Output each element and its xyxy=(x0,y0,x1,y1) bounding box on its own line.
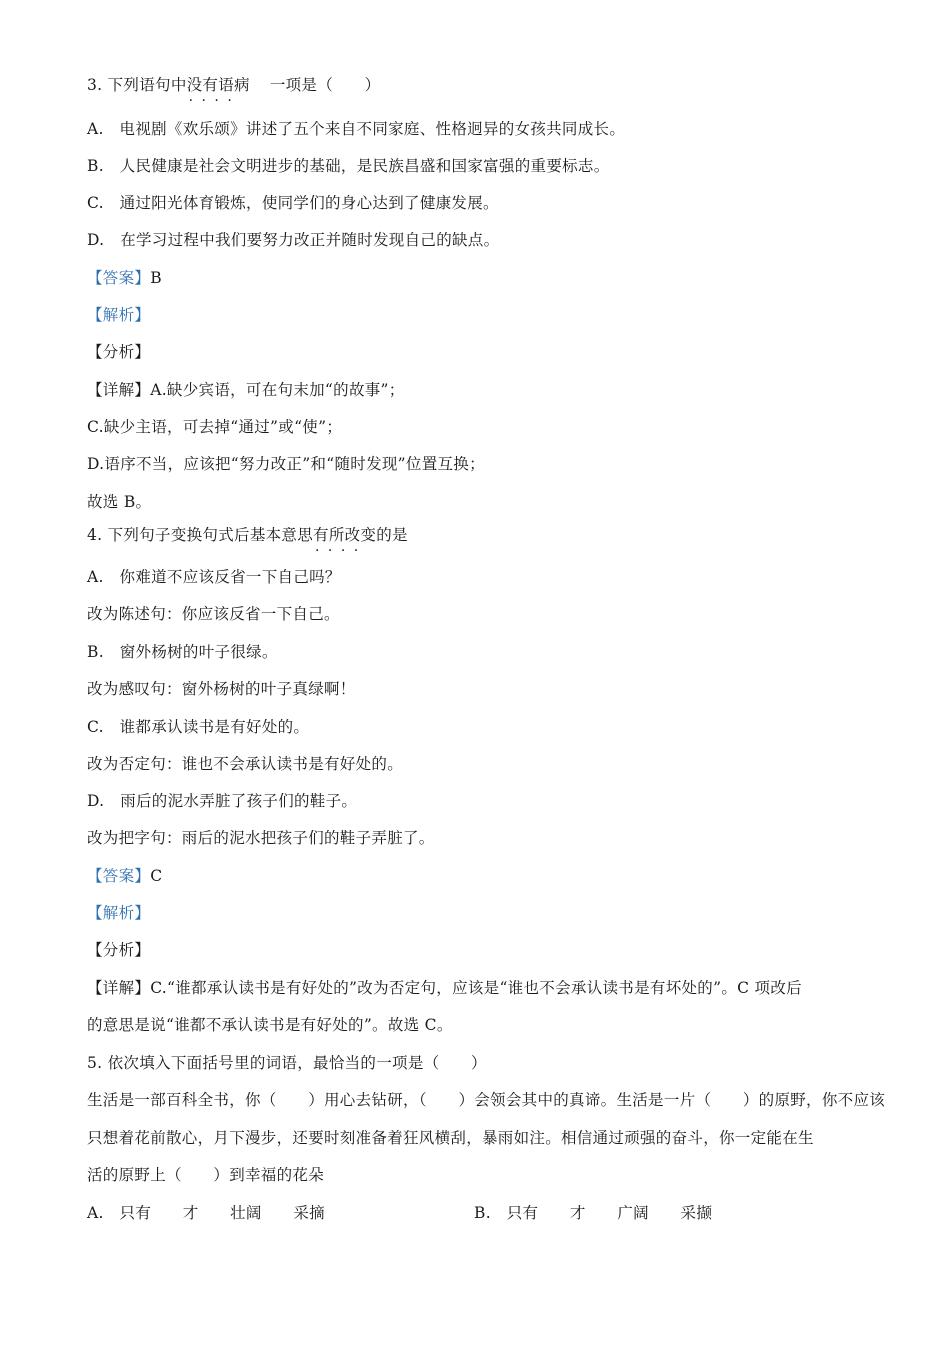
q4-detail-line-2: 的意思是说“谁都不承认读书是有好处的”。故选 C。 xyxy=(87,1016,453,1034)
q3-detail-line-1: A.缺少宾语，可在句末加“的故事”； xyxy=(150,381,405,399)
q4-detail-tag: 【详解】 xyxy=(87,979,151,997)
q4-detail xyxy=(87,977,802,999)
q4-line-1: A. 你难道不应该反省一下自己吗？ xyxy=(87,568,341,586)
q3-analysis-tag: 【解析】 xyxy=(87,306,151,324)
q5-options-row xyxy=(87,1202,863,1224)
q4-fenxi-tag: 【分析】 xyxy=(87,941,151,959)
q3-stem-emphasis: 没有语病 · · · · xyxy=(187,76,250,94)
q4-line-8: 改为把字句：雨后的泥水把孩子们的鞋子弄脏了。 xyxy=(87,829,435,847)
q5-passage-line-1: 生活是一部百科全书，你（ ）用心去钻研，（ ）会领会其中的真谛。生活是一片（ ）的原野，你不应该 xyxy=(87,1091,886,1109)
q3-detail-line-2: C.缺少主语，可去掉“通过”或“使”； xyxy=(87,418,343,436)
q3-stem xyxy=(87,74,380,96)
q3-stem-pre: 3. 下列语句中 xyxy=(87,76,187,94)
q3-detail-tag: 【详解】 xyxy=(87,381,151,399)
q3-detail-line-3: D.语序不当，应该把“努力改正”和“随时发现”位置互换； xyxy=(87,455,485,473)
q4-line-3: B. 窗外杨树的叶子很绿。 xyxy=(87,643,278,661)
q3-answer-tag: 【答案】 xyxy=(87,269,151,287)
q4-line-5: C. 谁都承认读书是有好处的。 xyxy=(87,718,310,736)
q5-passage-line-3: 活的原野上（ ）到幸福的花朵 xyxy=(87,1166,325,1184)
q5-option-a: A. 只有 才 壮阔 采摘 xyxy=(87,1204,325,1222)
q4-line-2: 改为陈述句：你应该反省一下自己。 xyxy=(87,605,340,623)
q4-detail-line-1: C.“谁都承认读书是有好处的”改为否定句，应该是“谁也不会承认读书是有坏处的”。C 项改后 xyxy=(150,979,802,997)
q5-passage-line-2: 只想着花前散心，月下漫步，还要时刻准备着狂风横刮，暴雨如注。相信通过顽强的奋斗，你一定能在生 xyxy=(87,1129,814,1147)
q3-fenxi-tag: 【分析】 xyxy=(87,343,151,361)
q3-option-d: D. 在学习过程中我们要努力改正并随时发现自己的缺点。 xyxy=(87,231,500,249)
q4-line-6: 改为否定句：谁也不会承认读书是有好处的。 xyxy=(87,755,404,773)
q4-line-7: D. 雨后的泥水弄脏了孩子们的鞋子。 xyxy=(87,792,358,810)
q3-option-b: B. 人民健康是社会文明进步的基础，是民族昌盛和国家富强的重要标志。 xyxy=(87,157,610,175)
q4-stem-post: 的是 xyxy=(376,526,408,544)
q3-answer-value: B xyxy=(150,269,162,287)
q4-stem-emphasis: 有所改变 · · · · xyxy=(313,526,376,544)
q3-detail-line-4: 故选 B。 xyxy=(87,493,152,511)
q4-stem xyxy=(87,524,408,546)
q4-stem-pre: 4. 下列句子变换句式后基本意思 xyxy=(87,526,314,544)
q4-line-4: 改为感叹句：窗外杨树的叶子真绿啊！ xyxy=(87,680,356,698)
q3-detail xyxy=(87,379,405,401)
q4-answer xyxy=(87,865,162,887)
q5-option-b: B. 只有 才 广阔 采撷 xyxy=(474,1204,713,1222)
q3-answer xyxy=(87,267,162,289)
q4-answer-value: C xyxy=(150,867,163,885)
q3-stem-post: 一项是（ ） xyxy=(269,76,381,94)
q3-option-a: A. 电视剧《欢乐颂》讲述了五个来自不同家庭、性格迥异的女孩共同成长。 xyxy=(87,120,626,138)
q3-option-c: C. 通过阳光体育锻炼，使同学们的身心达到了健康发展。 xyxy=(87,194,499,212)
q4-analysis-tag: 【解析】 xyxy=(87,904,151,922)
q4-answer-tag: 【答案】 xyxy=(87,867,151,885)
q5-stem: 5. 依次填入下面括号里的词语，最恰当的一项是（ ） xyxy=(87,1054,487,1072)
